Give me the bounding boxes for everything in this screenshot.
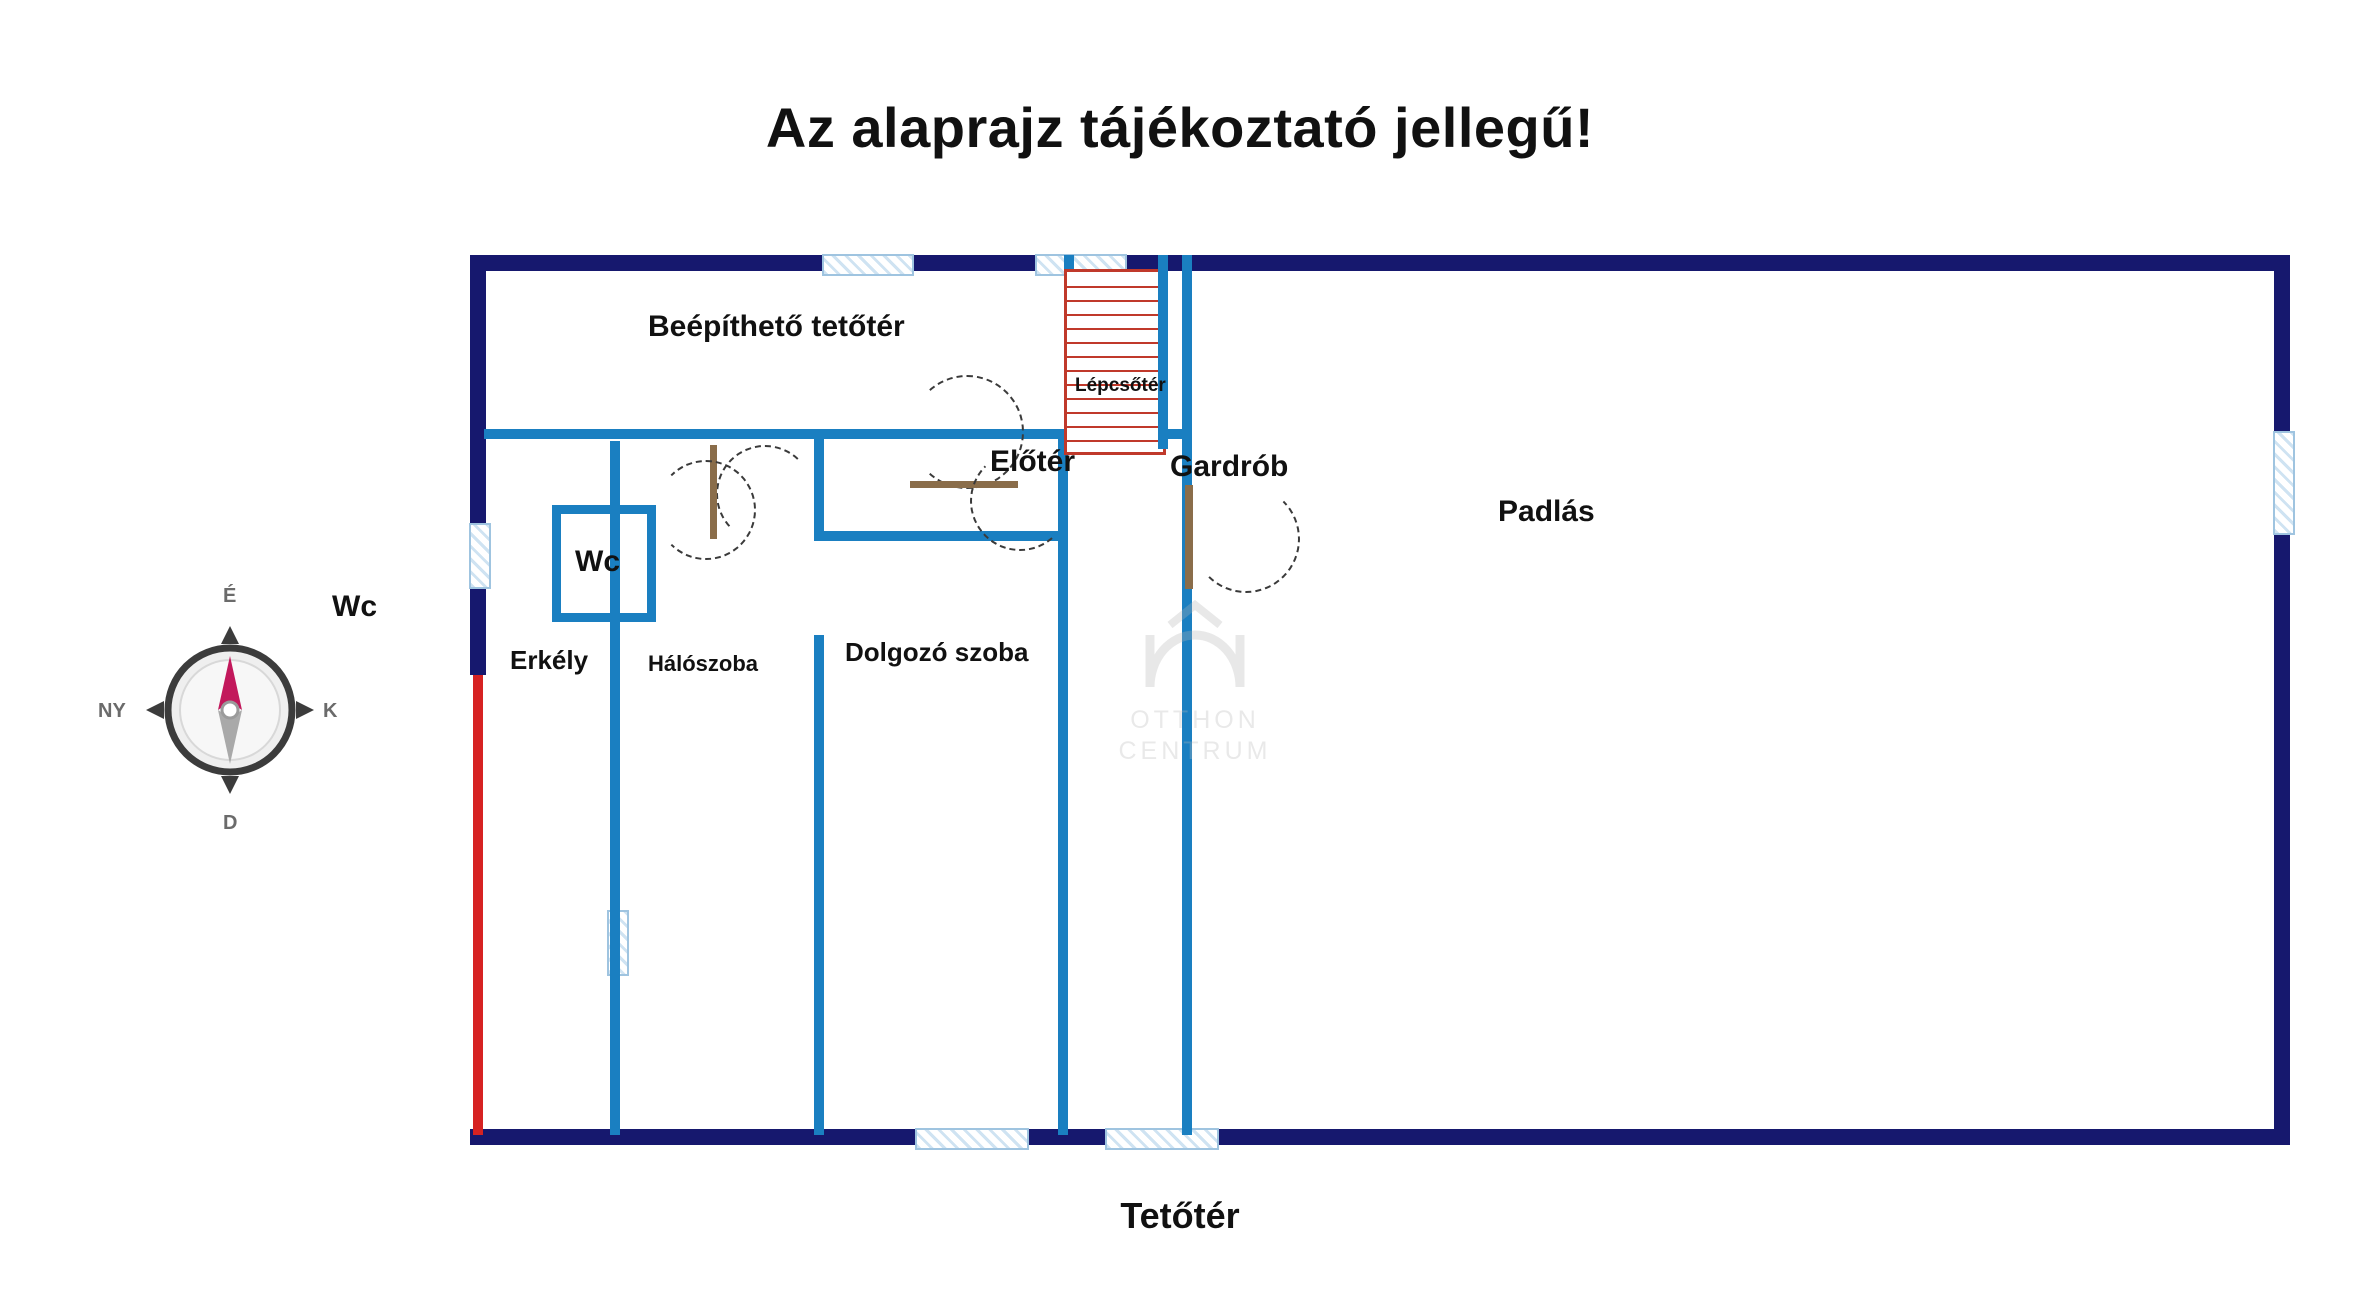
window-bottom-2: [1105, 1128, 1219, 1150]
room-label-erkely: Erkély: [510, 645, 589, 675]
room-label-beepitheto-tetoter: Beépíthető tetőtér: [648, 310, 905, 343]
inner-wall-eloter-left: [814, 429, 824, 539]
room-label-lepcsoter: Lépcsőtér: [1075, 375, 1166, 396]
compass-south-label: D: [223, 812, 238, 834]
door-arc-padlas: [1192, 485, 1300, 593]
staircase: [1064, 269, 1166, 455]
wc-wall-bottom: [552, 613, 656, 622]
outer-wall-top: [470, 255, 2290, 271]
compass-icon: [110, 590, 350, 830]
floor-name-label: Tetőtér: [1120, 1195, 1240, 1236]
inner-wall-stair-side: [1158, 255, 1168, 449]
compass-rose: [98, 585, 350, 834]
outer-wall-right: [2274, 255, 2290, 1145]
window-left-1: [469, 523, 491, 589]
window-right-1: [2273, 431, 2295, 535]
room-label-wc: Wc: [575, 545, 620, 578]
inner-wall-gardrob-padlas: [1182, 255, 1192, 1135]
room-label-gardrob: Gardrób: [1170, 450, 1289, 483]
outside-wc-label: Wc: [332, 590, 377, 623]
watermark-line-1: OTTHON: [1130, 706, 1260, 734]
balcony-rail: [473, 675, 483, 1135]
room-label-padlas: Padlás: [1498, 495, 1595, 528]
door-arc-wc-2: [656, 460, 756, 560]
outer-wall-left-lower: [470, 585, 486, 675]
window-top-1: [822, 254, 914, 276]
page-title: Az alaprajz tájékoztató jellegű!: [765, 96, 1595, 159]
room-label-dolgozo-szoba: Dolgozó szoba: [845, 637, 1029, 667]
floorplan-drawing: [470, 255, 2290, 1145]
inner-wall-halo-dolgozo: [814, 635, 824, 1135]
watermark-line-2: CENTRUM: [1118, 737, 1272, 766]
wc-wall-top: [552, 505, 656, 514]
compass-east-label: K: [323, 700, 338, 722]
wc-wall-right: [647, 505, 656, 622]
room-label-eloter: Előtér: [990, 445, 1076, 478]
outer-wall-bottom: [470, 1129, 2290, 1145]
compass-north-label: É: [223, 585, 237, 607]
room-label-haloszoba: Hálószoba: [648, 651, 759, 676]
wc-wall-left: [552, 505, 561, 622]
window-bottom-1: [915, 1128, 1029, 1150]
compass-west-label: NY: [98, 700, 126, 722]
door-leaf-padlas: [1185, 485, 1193, 589]
outer-wall-left-upper: [470, 255, 486, 525]
